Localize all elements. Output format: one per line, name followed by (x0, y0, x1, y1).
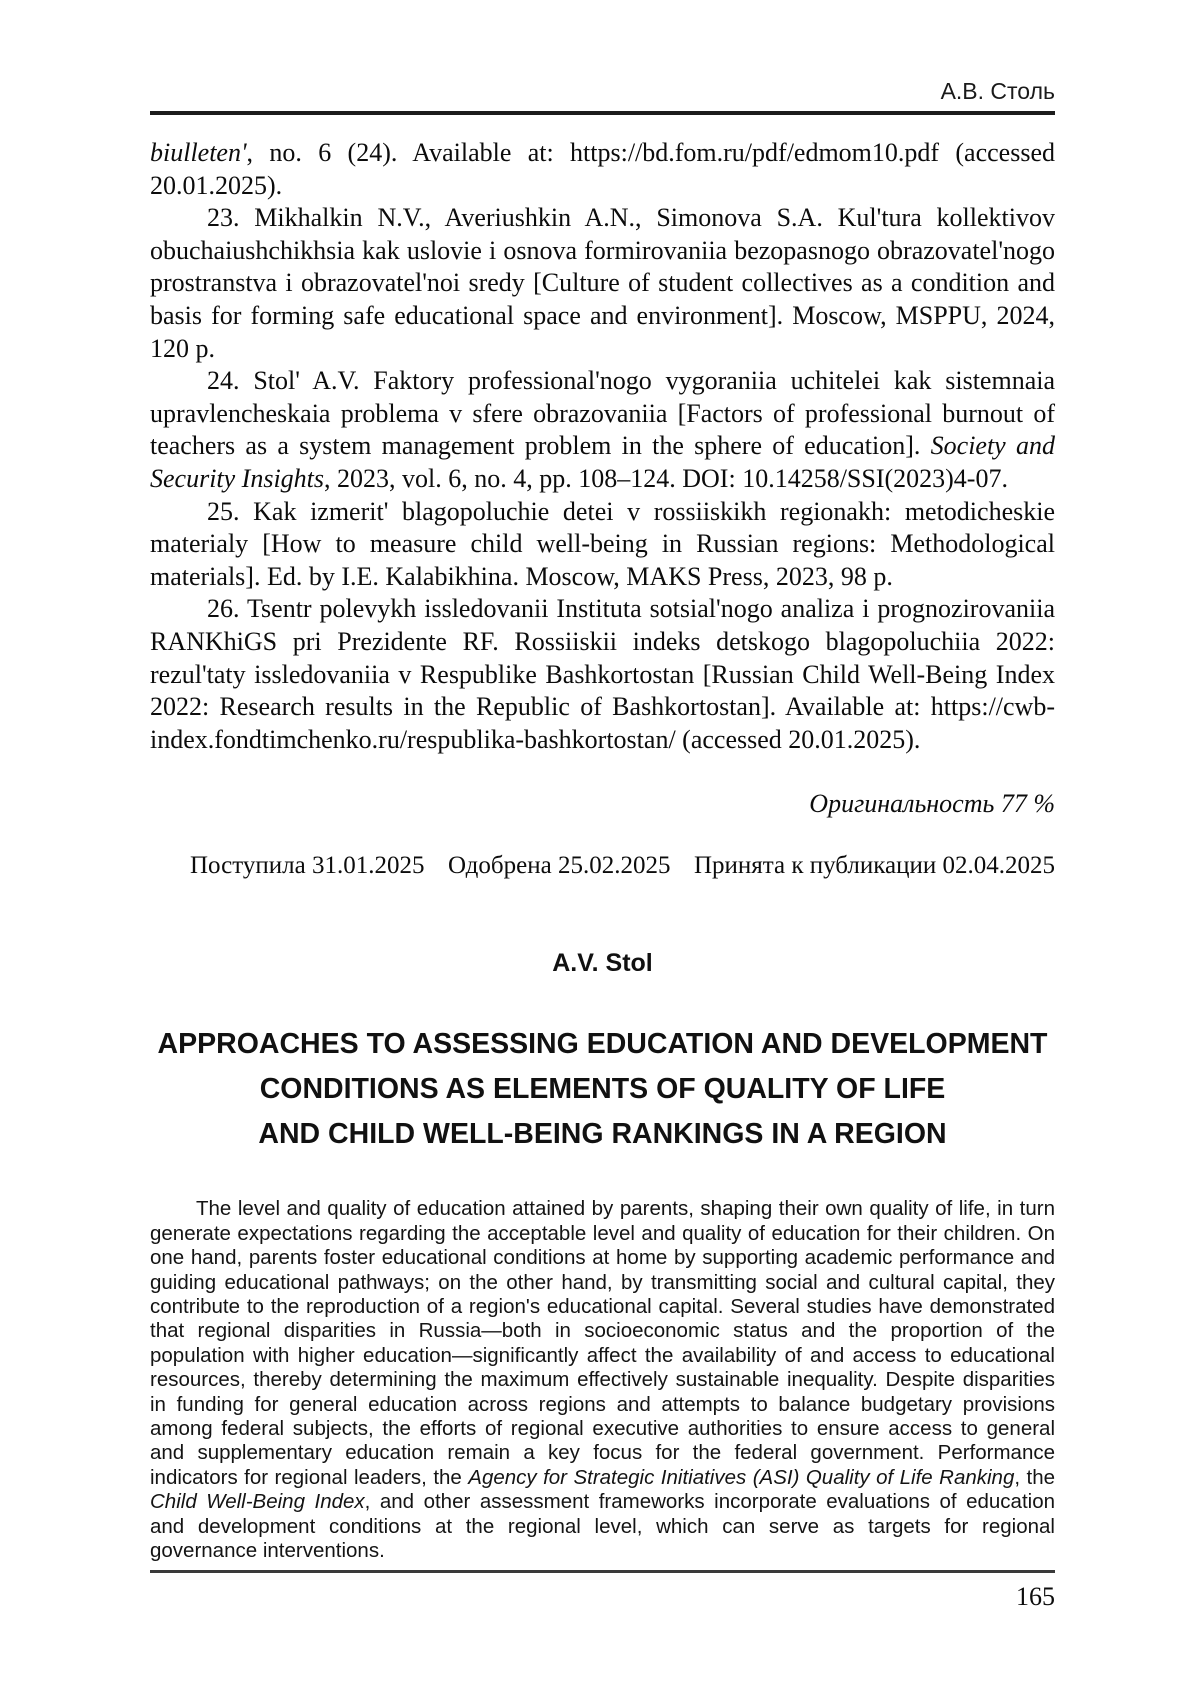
article-author: A.V. Stol (552, 949, 653, 978)
reference-paragraph-continuation: biulleten', no. 6 (24). Available at: https://bd.fom.ru/pdf/edmom10.pdf (accessed 20.01.2025). (150, 138, 1055, 200)
date-approved: Одобрена 25.02.2025 (447, 852, 671, 880)
originality-note: Оригинальность 77 % (809, 789, 1055, 819)
reference-paragraph-25: 25. Kak izmerit' blagopoluchie detei v rossiiskikh regionakh: metodicheskie materialy [How to measure child well-being in Russian regions: Methodological materials]. Ed. by I.E. Kalabikhina. Moscow, MAKS Press, 2023, 98 p. (150, 496, 1055, 591)
date-accepted: Принята к публикации 02.04.2025 (693, 852, 1055, 880)
header-double-rule (150, 111, 1055, 115)
page-number: 165 (1016, 1582, 1055, 1611)
footer-rule (150, 1570, 1055, 1573)
article-abstract: The level and quality of education attained by parents, shaping their own quality of life, in turn generate expectations regarding the acceptable level and quality of education for their children. On one hand, parents foster educational conditions at home by supporting academic performance and guiding educational pathways; on the other hand, by transmitting social and cultural capital, they contribute to the reproduction of a region's educational capital. Several studies have demonstrated that regional disparities in Russia—both in socioeconomic status and the proportion of the population with higher education—significantly affect the availability of and access to educational resources, thereby determining the maximum effectively sustainable inequality. Despite disparities in funding for general education across regions and attempts to balance budgetary provisions among federal subjects, the efforts of regional executive authorities to ensure access to general and supplementary education remain a key focus for the federal government. Performance indicators for regional leaders, the Agency for Strategic Initiatives (ASI) Quality of Life Ranking, the Child Well-Being Index, and other assessment frameworks incorporate evaluations of education and development conditions at the regional level, which can serve as targets for regional governance interventions. (150, 1197, 1055, 1562)
article-dates (150, 850, 1055, 882)
reference-paragraph-23: 23. Mikhalkin N.V., Averiushkin A.N., Simonova S.A. Kul'tura kollektivov obuchaiushchikhsia kak uslovie i osnova formirovaniia bezopasnogo obrazovatel'nogo prostranstva i obrazovatel'noi sredy [Culture of student collectives as a condition and basis for forming safe educational space and environment]. Moscow, MSPPU, 2024, 120 p. (150, 203, 1055, 363)
reference-paragraph-24: 24. Stol' A.V. Faktory professional'nogo vygoraniia uchitelei kak sistemnaia upravlencheskaia problema v sfere obrazovaniia [Factors of professional burnout of teachers as a system management problem in the sphere of education]. Society and Security Insights, 2023, vol. 6, no. 4, pp. 108–124. DOI: 10.14258/SSI(2023)4-07. (150, 366, 1055, 493)
running-head: А.В. Столь (940, 78, 1055, 104)
page-content (150, 0, 1055, 1563)
date-received: Поступила 31.01.2025 (190, 852, 425, 880)
reference-paragraph-26: 26. Tsentr polevykh issledovanii Instituta sotsial'nogo analiza i prognozirovaniia RANKhiGS pri Prezidente RF. Rossiiskii indeks detskogo blagopoluchiia 2022: rezul'taty issledovaniia v Respublike Bashkortostan [Russian Child Well-Being Index 2022: Research results in the Republic of Bashkortostan]. Available at: https://cwb-index.fondtimchenko.ru/respublika-bashkortostan/ (accessed 20.01.2025). (150, 594, 1055, 754)
article-title-line-1: APPROACHES TO ASSESSING EDUCATION AND DEVELOPMENT (157, 1028, 1048, 1061)
reference-list (150, 137, 1055, 756)
article-title (150, 1022, 1055, 1157)
article-title-line-2: CONDITIONS AS ELEMENTS OF QUALITY OF LIFE (259, 1073, 946, 1106)
article-title-line-3: AND CHILD WELL-BEING RANKINGS IN A REGION (258, 1118, 947, 1151)
